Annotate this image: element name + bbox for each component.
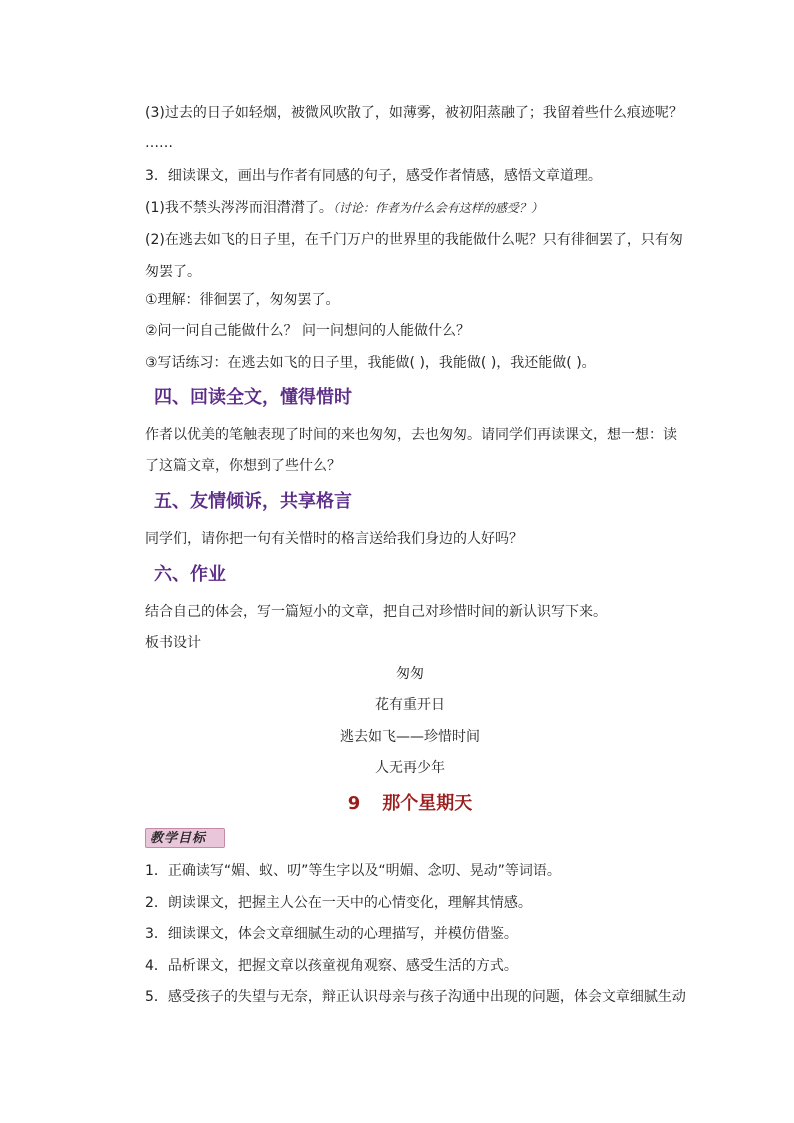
text-line: 同学们，请你把一句有关惜时的格言送给我们身边的人好吗？ bbox=[145, 531, 523, 547]
discussion-note: （讨论：作者为什么会有这样的感受？） bbox=[332, 201, 543, 215]
section-heading-6: 六、作业 bbox=[154, 564, 226, 585]
section-heading-4: 四、回读全文，懂得惜时 bbox=[154, 387, 352, 408]
board-design-label: 板书设计 bbox=[145, 635, 201, 651]
lesson-title-text: 那个星期天 bbox=[382, 793, 473, 814]
text-line: ③写话练习：在逃去如飞的日子里，我能做( )，我能做( )，我还能做( )。 bbox=[145, 355, 596, 371]
lesson-number: 9 bbox=[347, 793, 361, 814]
board-line: 匆匆 bbox=[396, 666, 424, 682]
text-line: 了这篇文章，你想到了些什么？ bbox=[145, 458, 341, 474]
text-line: 匆罢了。 bbox=[145, 264, 201, 280]
text-line: ②问一问自己能做什么？ 问一问想问的人能做什么？ bbox=[145, 323, 470, 339]
board-line: 逃去如飞——珍惜时间 bbox=[340, 729, 480, 745]
section-heading-5: 五、友情倾诉，共享格言 bbox=[154, 491, 352, 512]
lesson-title bbox=[0, 792, 794, 816]
goal-item: 4．品析课文，把握文章以孩童视角观察、感受生活的方式。 bbox=[145, 958, 518, 974]
text-line: …… bbox=[145, 135, 173, 151]
goal-item: 2．朗读课文，把握主人公在一天中的心情变化，理解其情感。 bbox=[145, 895, 532, 911]
goal-item: 1．正确读写“媚、蚁、叨”等生字以及“明媚、念叨、晃动”等词语。 bbox=[145, 863, 561, 879]
text-line: (2)在逃去如飞的日子里，在千门万户的世界里的我能做什么呢？只有徘徊罢了，只有匆 bbox=[145, 232, 683, 248]
board-line: 人无再少年 bbox=[375, 760, 445, 776]
text-line: 结合自己的体会，写一篇短小的文章，把自己对珍惜时间的新认识写下来。 bbox=[145, 604, 607, 620]
text-main: (1)我不禁头涔涔而泪潸潸了。 bbox=[145, 200, 333, 216]
text-line: (3)过去的日子如轻烟，被微风吹散了，如薄雾，被初阳蒸融了；我留着些什么痕迹呢？ bbox=[145, 105, 683, 121]
goal-item: 5．感受孩子的失望与无奈，辩正认识母亲与孩子沟通中出现的问题，体会文章细腻生动 bbox=[145, 989, 686, 1005]
goal-item: 3．细读课文，体会文章细腻生动的心理描写，并模仿借鉴。 bbox=[145, 926, 518, 942]
text-line bbox=[145, 198, 543, 218]
text-line: 3．细读课文，画出与作者有同感的句子，感受作者情感，感悟文章道理。 bbox=[145, 168, 602, 184]
board-line: 花有重开日 bbox=[375, 697, 445, 713]
text-line: 作者以优美的笔触表现了时间的来也匆匆，去也匆匆。请同学们再读课文，想一想：读 bbox=[145, 427, 677, 443]
text-line: ①理解：徘徊罢了，匆匆罢了。 bbox=[145, 292, 340, 308]
teaching-goals-badge: 教学目标 bbox=[145, 828, 225, 848]
